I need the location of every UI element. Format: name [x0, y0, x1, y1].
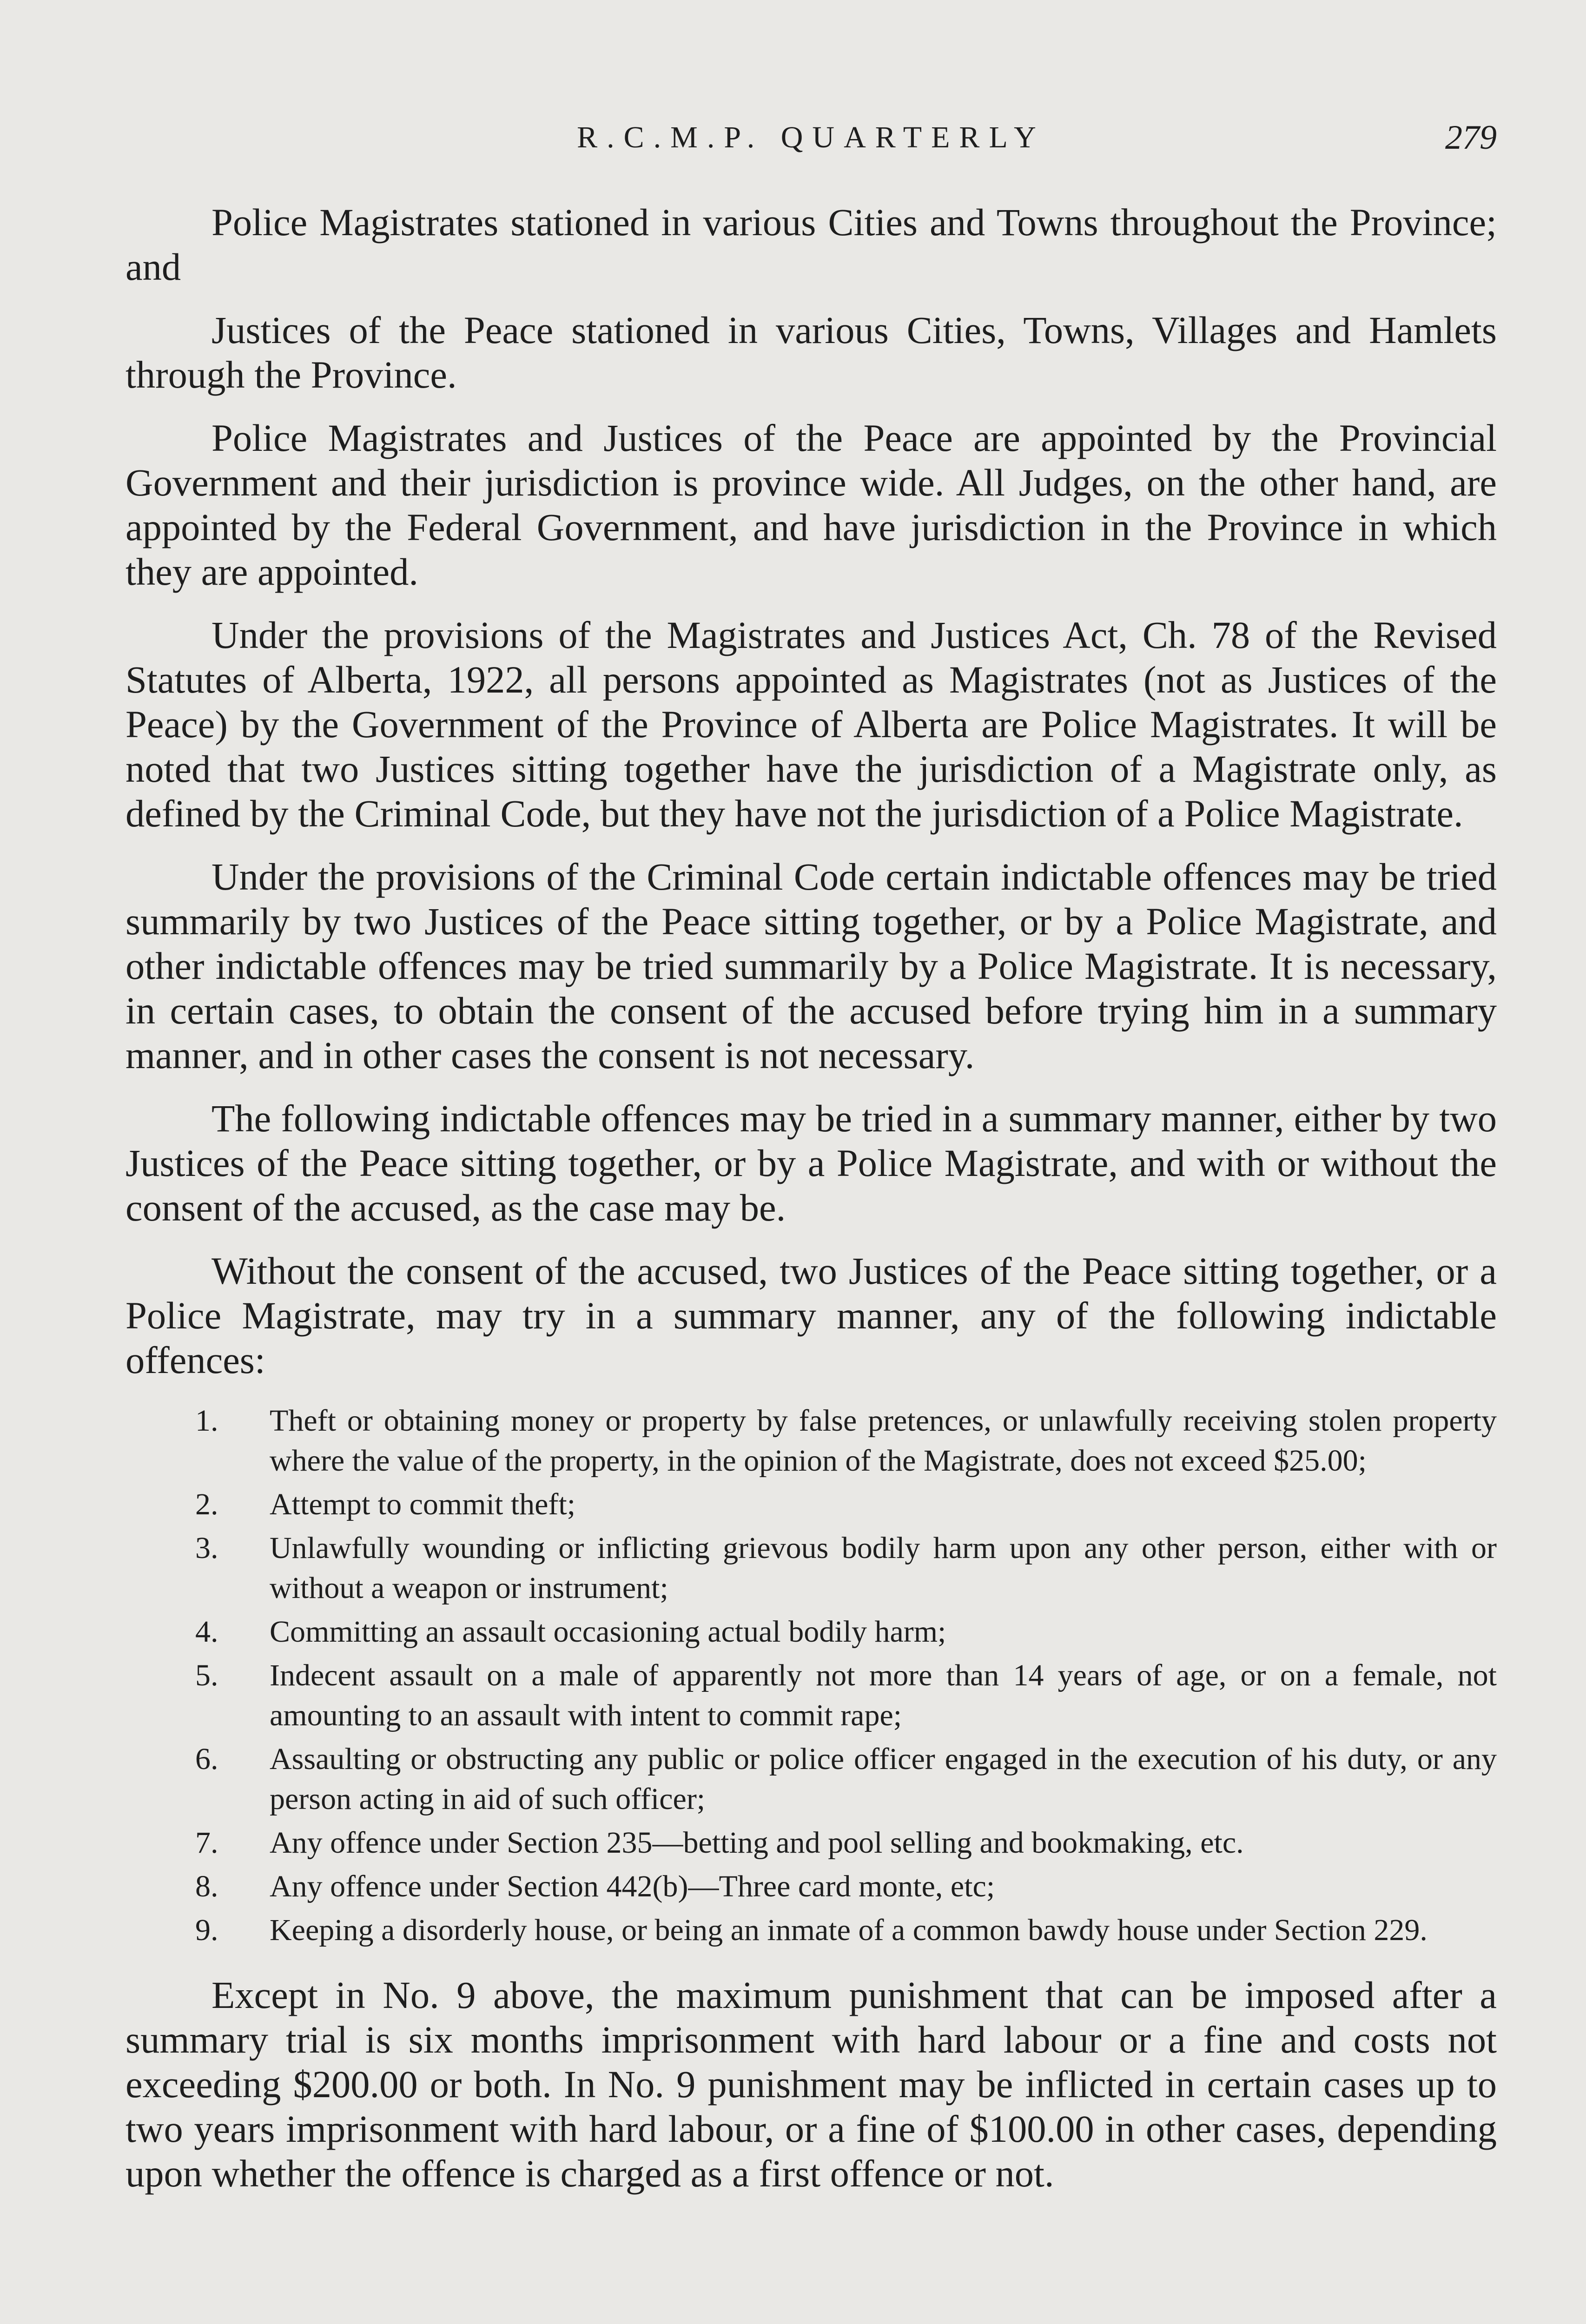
paragraph: Under the provisions of the Magistrates and Justices Act, Ch. 78 of the Revised Statutes of Alberta, 1922, all persons appointed as Magistrates (not as Justices of the Peace) by the Government of the Province of Alberta are Police Magistrates. It will be noted that two Justices sitting together have the jurisdiction of a Magistrate only, as defined by the Criminal Code, but they have not the jurisdiction of a Police Magistrate. — [126, 614, 1497, 835]
list-item-text: Indecent assault on a male of apparently not more than 14 years of age, or on a female, not amounting to an assault with intent to commit rape; — [270, 1658, 1497, 1732]
list-item-text: Keeping a disorderly house, or being an inmate of a common bawdy house under Section 229. — [270, 1913, 1427, 1947]
paragraph: Police Magistrates and Justices of the Peace are appointed by the Provincial Government and their jurisdiction is province wide. All Judges, on the other hand, are appointed by the Federal Government, and have jurisdiction in the Province in which they are appointed. — [126, 416, 1497, 593]
list-item-number: 4. — [195, 1615, 218, 1649]
list-item — [126, 1656, 1497, 1736]
page-number: 279 — [1445, 119, 1497, 157]
list-item — [126, 1528, 1497, 1608]
paragraph: Under the provisions of the Criminal Code certain indictable offences may be tried summarily by two Justices of the Peace sitting together, or by a Police Magistrate, and other indictable offences may be tried summarily by a Police Magistrate. It is necessary, in certain cases, to obtain the consent of the accused before trying him in a summary manner, and in other cases the consent is not necessary. — [126, 855, 1497, 1076]
list-item-text: Attempt to commit theft; — [270, 1487, 576, 1521]
list-item-text: Unlawfully wounding or inflicting grievous bodily harm upon any other person, either with or without a weapon or instrument; — [270, 1531, 1497, 1605]
list-item-number: 3. — [195, 1531, 218, 1565]
list-item — [126, 1485, 1497, 1525]
list-item-text: Any offence under Section 442(b)—Three card monte, etc; — [270, 1869, 995, 1903]
body-text — [126, 200, 1497, 2214]
list-item — [126, 1910, 1497, 1950]
list-item-text: Theft or obtaining money or property by false pretences, or unlawfully receiving stolen property where the value of the property, in the opinion of the Magistrate, does not exceed $25.00; — [270, 1404, 1497, 1478]
list-item-number: 5. — [195, 1658, 218, 1692]
list-item-number: 8. — [195, 1869, 218, 1903]
list-item-number: 1. — [195, 1404, 218, 1438]
list-item — [126, 1867, 1497, 1907]
paragraph: Justices of the Peace stationed in various Cities, Towns, Villages and Hamlets through the Province. — [126, 309, 1497, 396]
paragraph: Except in No. 9 above, the maximum punishment that can be imposed after a summary trial is six months imprisonment with hard labour or a fine and costs not exceeding $200.00 or both. In No. 9 punishment may be inflicted in certain cases up to two years imprisonment with hard labour, or a fine of $100.00 in other cases, depending upon whether the offence is charged as a first offence or not. — [126, 1974, 1497, 2195]
list-item — [126, 1739, 1497, 1819]
list-item — [126, 1401, 1497, 1481]
paragraph: Police Magistrates stationed in various Cities and Towns throughout the Province; and — [126, 201, 1497, 288]
list-item-text: Assaulting or obstructing any public or police officer engaged in the execution of his duty, or any person acting in aid of such officer; — [270, 1742, 1497, 1816]
page-header — [126, 110, 1497, 165]
list-item-text: Any offence under Section 235—betting and pool selling and bookmaking, etc. — [270, 1826, 1244, 1860]
running-head: R.C.M.P. QUARTERLY — [577, 120, 1045, 154]
list-item-number: 7. — [195, 1826, 218, 1860]
offence-list — [126, 1401, 1497, 1950]
list-item-text: Committing an assault occasioning actual bodily harm; — [270, 1615, 946, 1649]
list-item-number: 2. — [195, 1487, 218, 1521]
paragraph: The following indictable offences may be tried in a summary manner, either by two Justices of the Peace sitting together, or by a Police Magistrate, and with or without the consent of the accused, as the case may be. — [126, 1097, 1497, 1229]
paragraph: Without the consent of the accused, two Justices of the Peace sitting together, or a Police Magistrate, may try in a summary manner, any of the following indictable offences: — [126, 1249, 1497, 1381]
list-item — [126, 1823, 1497, 1863]
list-item-number: 6. — [195, 1742, 218, 1776]
list-item — [126, 1612, 1497, 1652]
list-item-number: 9. — [195, 1913, 218, 1947]
